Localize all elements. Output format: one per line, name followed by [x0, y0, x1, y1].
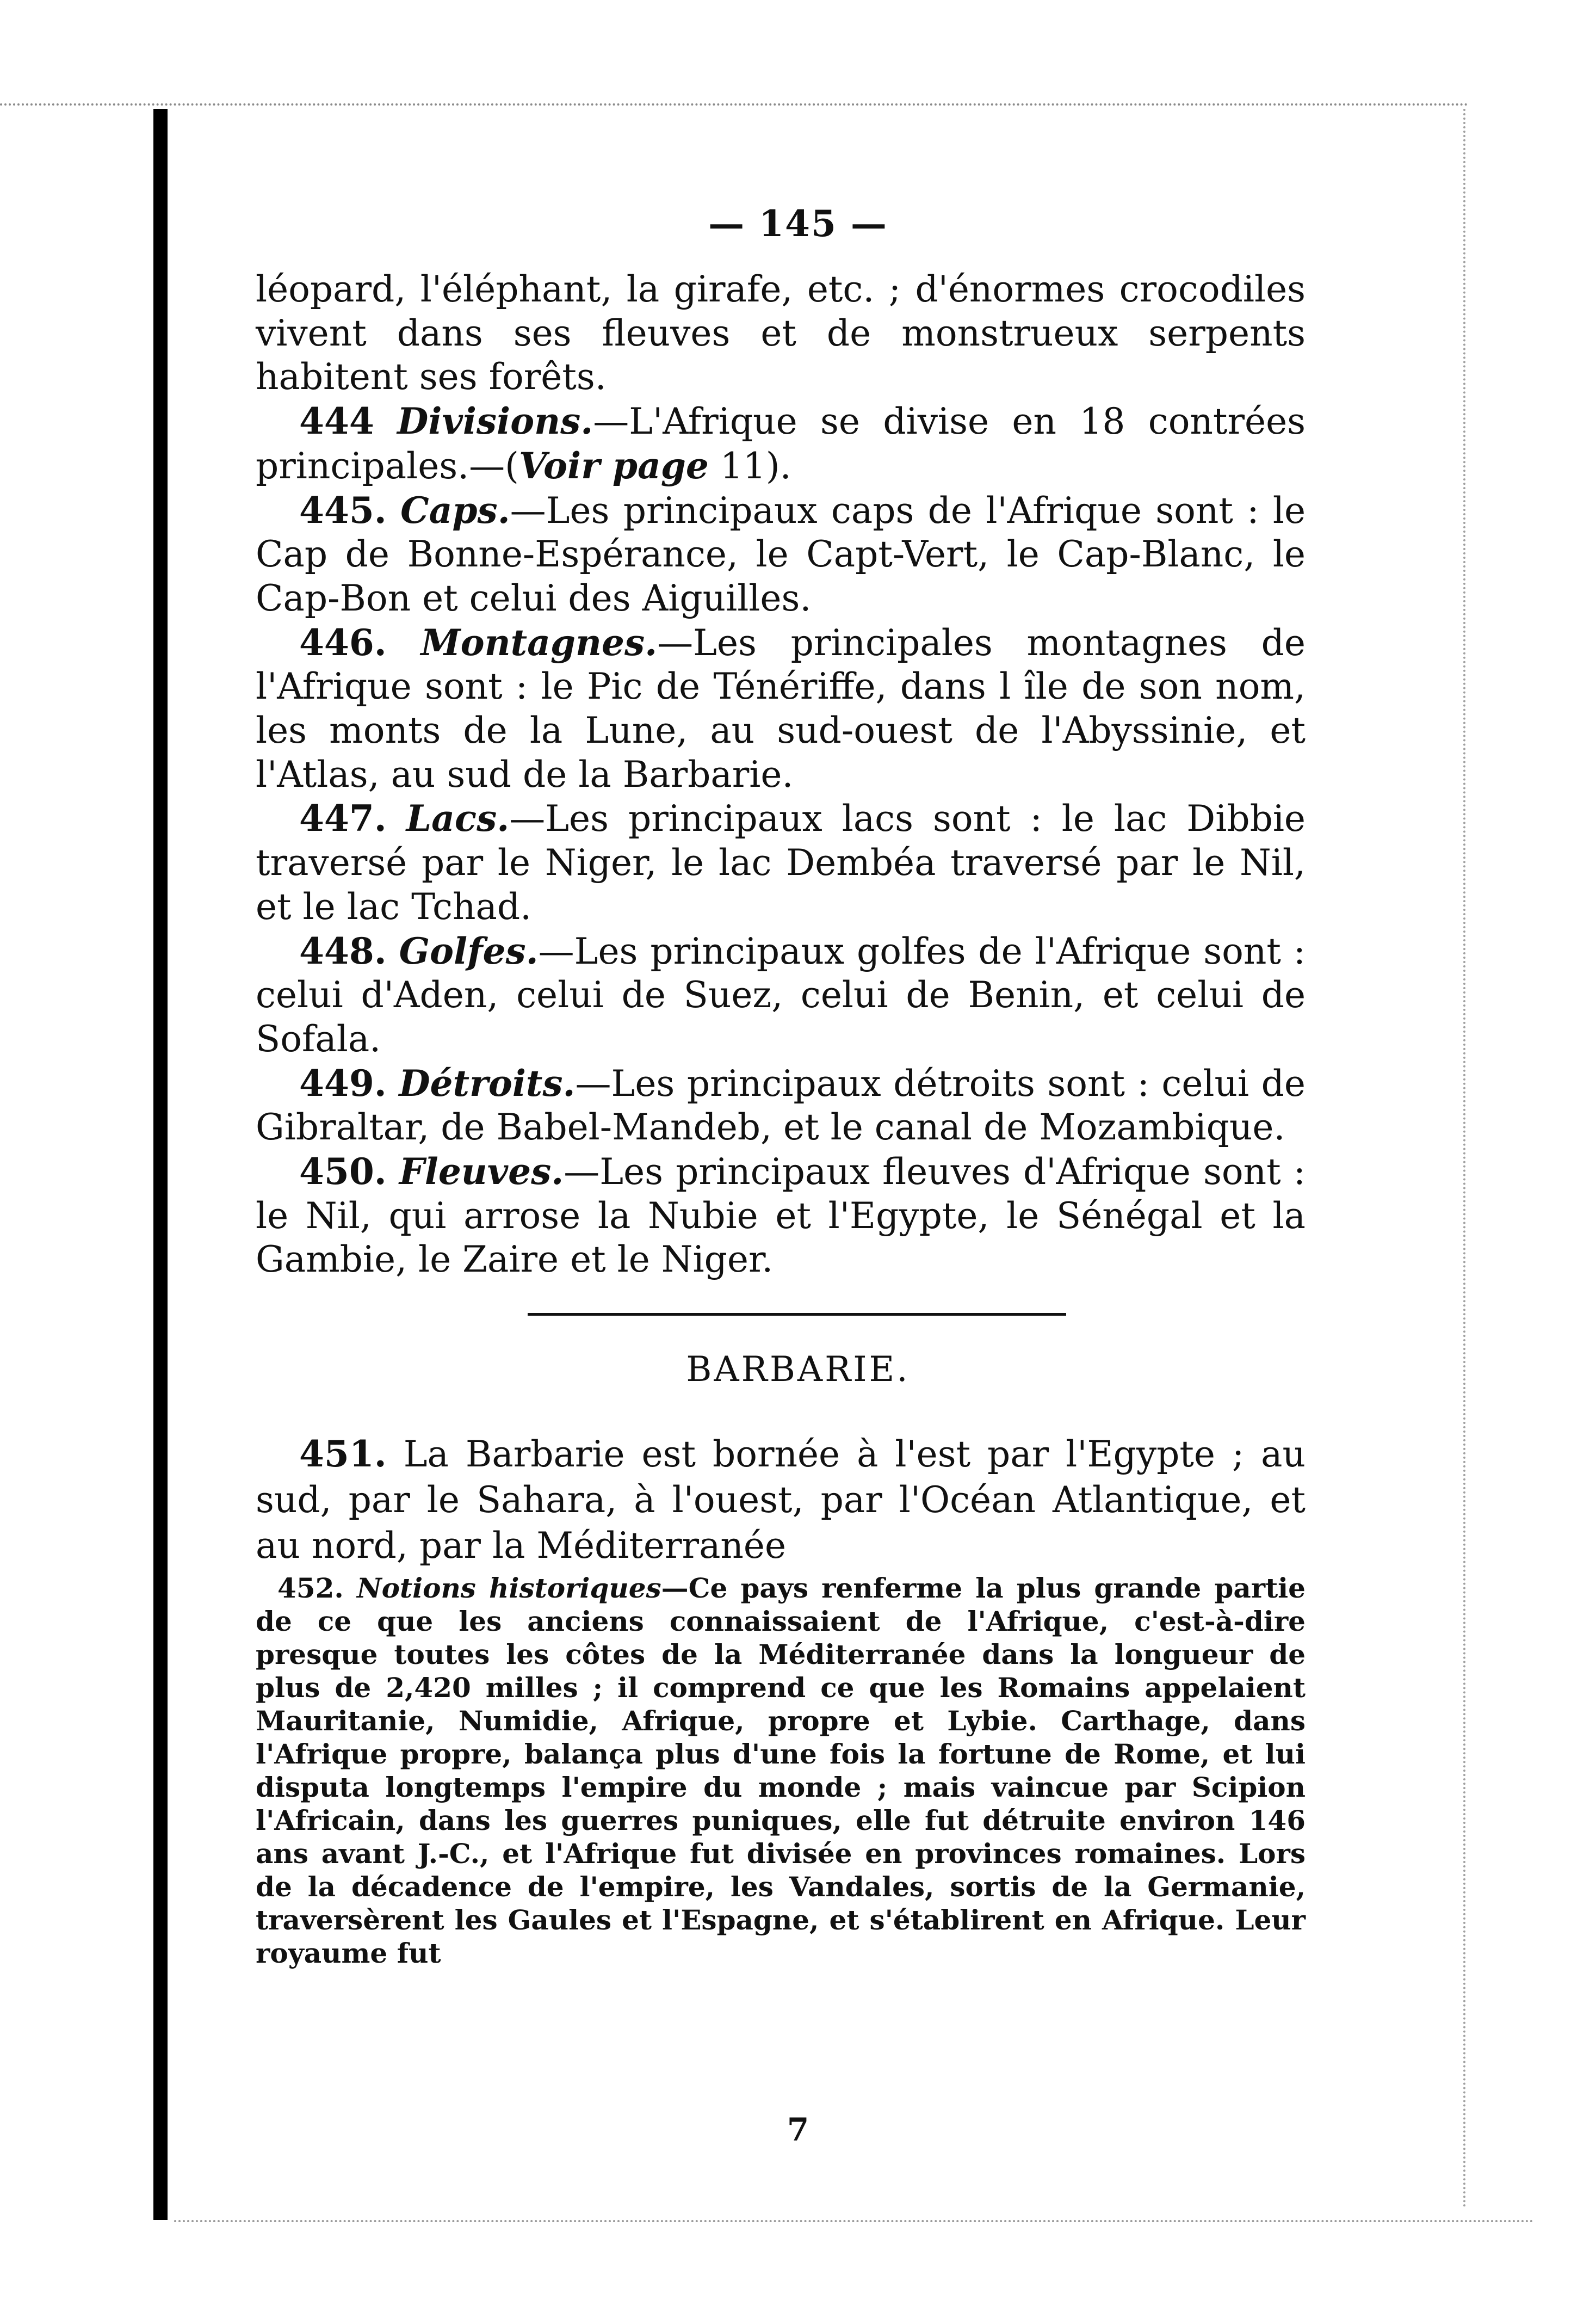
- paragraph-number: 452.: [277, 1572, 344, 1604]
- entry-444: [256, 399, 1306, 488]
- page-edge-top: [0, 103, 1469, 106]
- entry-445: [256, 489, 1306, 621]
- entry-keyword: Divisions.: [397, 400, 593, 443]
- page-number: — 145 —: [708, 202, 888, 245]
- paragraph-number: 451.: [299, 1433, 387, 1475]
- entry-tail: 11).: [708, 445, 791, 487]
- entry-text: —Les principaux lacs sont : le lac Dibbie traversé par le Niger, le lac Dembéa traversé par le Nil, et le lac Tchad.: [256, 798, 1306, 928]
- entry-447: [256, 797, 1306, 929]
- entry-449: [256, 1062, 1306, 1150]
- intro-paragraph: léopard, l'éléphant, la girafe, etc. ; d'énormes crocodiles vivent dans ses fleuves et de monstrueux serpents habitent ses forêts.: [256, 268, 1306, 398]
- entry-keyword: Golfes.: [399, 929, 539, 972]
- entry-450: [256, 1150, 1306, 1282]
- section-heading: BARBARIE.: [686, 1349, 910, 1390]
- entry-number: 448.: [299, 929, 387, 972]
- entry-keyword: Lacs.: [406, 797, 510, 840]
- binding-shadow: [153, 109, 168, 2220]
- page-edge-bottom: [174, 2220, 1534, 2222]
- entry-text: —Les principales montagnes de l'Afrique sont : le Pic de Ténériffe, dans l île de son nom, les monts de la Lune, au sud-ouest de l'Abyssinie, et l'Atlas, au sud de la Barbarie.: [256, 621, 1306, 796]
- body-text: [256, 268, 1306, 1282]
- signature-mark: 7: [787, 2111, 809, 2148]
- paragraph-text: La Barbarie est bornée à l'est par l'Egypte ; au sud, par le Sahara, à l'ouest, par l'Océan Atlantique, et au nord, par la Méditerranée: [256, 1433, 1306, 1567]
- entry-keyword: Caps.: [400, 489, 510, 532]
- paragraph-451: [256, 1431, 1306, 1569]
- entry-number: 450.: [299, 1150, 387, 1193]
- paragraph-452: [256, 1571, 1306, 1970]
- entry-keyword: Montagnes.: [420, 621, 658, 664]
- entry-446: [256, 621, 1306, 797]
- section-divider: [528, 1313, 1066, 1316]
- entry-text: —L'Afrique se divise en 18 contrées principales.—(: [256, 400, 1306, 487]
- entry-keyword: Fleuves.: [399, 1150, 564, 1193]
- entry-text: —Les principaux golfes de l'Afrique sont : celui d'Aden, celui de Suez, celui de Benin, et celui de Sofala.: [256, 930, 1306, 1060]
- entry-448: [256, 929, 1306, 1062]
- entry-text: —Les principaux caps de l'Afrique sont : le Cap de Bonne-Espérance, le Capt-Vert, le Cap-Blanc, le Cap-Bon et celui des Aiguilles.: [256, 489, 1306, 619]
- section-paragraph-452: [256, 1571, 1306, 1970]
- section-paragraph-451: [256, 1431, 1306, 1569]
- entry-text: —Les principaux fleuves d'Afrique sont : le Nil, qui arrose la Nubie et l'Egypte, le Sénégal et la Gambie, le Zaire et le Niger.: [256, 1151, 1306, 1281]
- entry-number: 444: [299, 400, 374, 443]
- paragraph-text: —Ce pays renferme la plus grande partie de ce que les anciens connaissaient de l'Afrique, c'est-à-dire presque toutes les côtes de la Méditerranée dans la longueur de plus de 2,420 milles ; il comprend ce que les Romains appelaient Mauritanie, Numidie, Afrique, propre et Lybie. Carthage, dans l'Afrique propre, balança plus d'une fois la fortune de Rome, et lui disputa longtemps l'empire du monde ; mais vaincue par Scipion l'Africain, dans les guerres puniques, elle fut détruite environ 146 ans avant J.-C., et l'Afrique fut divisée en provinces romaines. Lors de la décadence de l'empire, les Vandales, sortis de la Germanie, traversèrent les Gaules et l'Espagne, et s'établirent en Afrique. Leur royaume fut: [256, 1572, 1306, 1969]
- entry-text: —Les principaux détroits sont : celui de Gibraltar, de Babel-Mandeb, et le canal de Mozambique.: [256, 1062, 1306, 1149]
- entry-number: 447.: [299, 797, 387, 840]
- page-edge-right: [1463, 109, 1465, 2209]
- paragraph-keyword: Notions historiques: [356, 1572, 661, 1604]
- entry-ref: Voir page: [518, 444, 709, 487]
- entry-keyword: Détroits.: [399, 1062, 576, 1105]
- entry-number: 446.: [299, 621, 387, 664]
- entry-number: 445.: [299, 489, 387, 532]
- entry-number: 449.: [299, 1062, 387, 1105]
